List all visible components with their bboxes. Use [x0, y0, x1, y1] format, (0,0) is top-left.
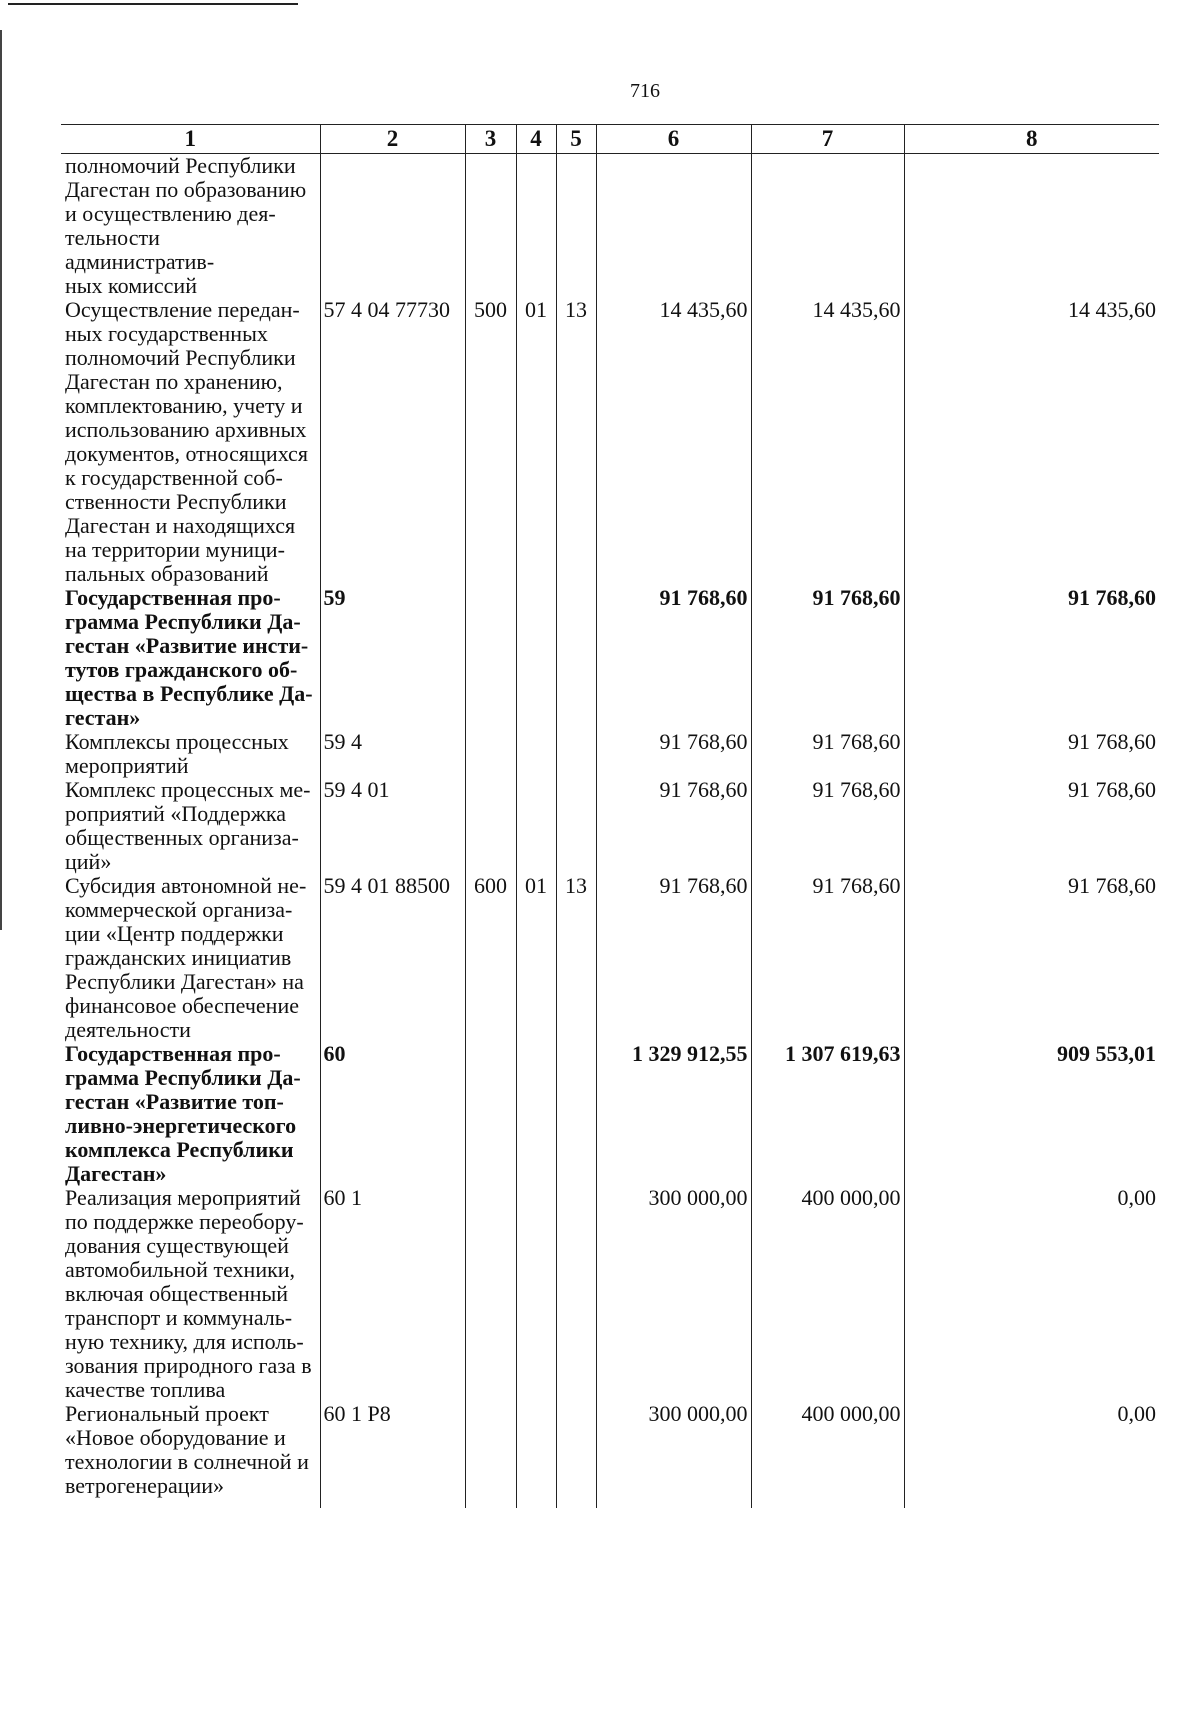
left-edge-rule [0, 30, 2, 930]
amount-col8-cell: 91 768,60 [904, 778, 1159, 874]
section-cell: 01 [516, 874, 556, 1042]
name-cell: Государственная про- грамма Республики Да- гестан «Развитие топ- ливно-энергетического комплекса Республики Дагестан» [65, 1041, 301, 1186]
col-header-4: 4 [516, 125, 556, 154]
table-body [61, 154, 1159, 1509]
col-header-7: 7 [751, 125, 904, 154]
page-number: 716 [630, 80, 660, 102]
code-cell: 59 [320, 586, 465, 730]
expense-type-cell [465, 1402, 516, 1508]
amount-col7-cell: 1 307 619,63 [751, 1042, 904, 1186]
amount-col8-cell: 91 768,60 [904, 730, 1159, 778]
amount-col8-cell: 14 435,60 [904, 298, 1159, 586]
section-cell [516, 586, 556, 730]
section-cell [516, 730, 556, 778]
expense-type-cell: 500 [465, 298, 516, 586]
top-rule [8, 3, 298, 5]
section-cell [516, 1402, 556, 1508]
subsection-cell [556, 1186, 596, 1402]
amount-col7-cell: 91 768,60 [751, 874, 904, 1042]
section-cell [516, 778, 556, 874]
expense-type-cell [465, 730, 516, 778]
code-cell: 60 1 P8 [320, 1402, 465, 1508]
amount-col7-cell: 91 768,60 [751, 778, 904, 874]
amount-col6-cell: 91 768,60 [596, 586, 751, 730]
amount-col7-cell: 91 768,60 [751, 586, 904, 730]
name-cell: Субсидия автономной не- коммерческой организа- ции «Центр поддержки гражданских инициатив Республики Дагестан» на финансовое обеспечение деятельности [65, 873, 307, 1042]
table-row [61, 586, 1159, 730]
amount-col8-cell: 0,00 [904, 1402, 1159, 1508]
expense-type-cell [465, 586, 516, 730]
col-header-6: 6 [596, 125, 751, 154]
subsection-cell [556, 586, 596, 730]
amount-col8-cell: 91 768,60 [904, 586, 1159, 730]
subsection-cell [556, 778, 596, 874]
table-row [61, 874, 1159, 1042]
amount-col6-cell: 300 000,00 [596, 1402, 751, 1508]
amount-col7-cell [751, 154, 904, 299]
table-row [61, 1042, 1159, 1186]
col-header-2: 2 [320, 125, 465, 154]
table-row [61, 298, 1159, 586]
code-cell: 60 [320, 1042, 465, 1186]
col-header-8: 8 [904, 125, 1159, 154]
amount-col6-cell [596, 154, 751, 299]
subsection-cell [556, 730, 596, 778]
expense-type-cell [465, 1186, 516, 1402]
name-cell: Государственная про- грамма Республики Да- гестан «Развитие инсти- тутов гражданского об- щества в Республике Да- гестан» [65, 585, 313, 730]
amount-col7-cell: 91 768,60 [751, 730, 904, 778]
amount-col6-cell: 300 000,00 [596, 1186, 751, 1402]
col-header-1: 1 [61, 125, 320, 154]
amount-col6-cell: 91 768,60 [596, 730, 751, 778]
amount-col6-cell: 91 768,60 [596, 778, 751, 874]
code-cell: 59 4 01 [320, 778, 465, 874]
expense-type-cell [465, 1042, 516, 1186]
expense-type-cell [465, 154, 516, 299]
col-header-3: 3 [465, 125, 516, 154]
section-cell: 01 [516, 298, 556, 586]
table-row [61, 154, 1159, 299]
table-row [61, 1402, 1159, 1508]
amount-col8-cell: 91 768,60 [904, 874, 1159, 1042]
code-cell [320, 154, 465, 299]
subsection-cell [556, 154, 596, 299]
budget-table [61, 124, 1159, 1508]
amount-col6-cell: 1 329 912,55 [596, 1042, 751, 1186]
amount-col7-cell: 400 000,00 [751, 1186, 904, 1402]
section-cell [516, 1186, 556, 1402]
name-cell: Комплекс процессных ме- роприятий «Поддержка общественных организа- ций» [65, 777, 311, 874]
name-cell: Осуществление передан- ных государственных полномочий Республики Дагестан по хранению, комплектованию, учету и использованию архивных документов, относящихся к государственной соб- ственности Республики Дагестан и находящихся на территории муници- пальных образований [65, 297, 308, 586]
table-row [61, 730, 1159, 778]
name-cell: Комплексы процессных мероприятий [65, 729, 289, 778]
amount-col6-cell: 91 768,60 [596, 874, 751, 1042]
amount-col8-cell: 0,00 [904, 1186, 1159, 1402]
amount-col8-cell [904, 154, 1159, 299]
code-cell: 57 4 04 77730 [320, 298, 465, 586]
amount-col7-cell: 400 000,00 [751, 1402, 904, 1508]
subsection-cell [556, 1042, 596, 1186]
expense-type-cell: 600 [465, 874, 516, 1042]
name-cell: Реализация мероприятий по поддержке переобору- дования существующей автомобильной техники, включая общественный транспорт и коммуналь- ную технику, для исполь- зования природного газа в качестве топлива [65, 1185, 312, 1402]
code-cell: 59 4 [320, 730, 465, 778]
name-cell: Региональный проект «Новое оборудование и технологии в солнечной и ветрогенерации» [65, 1401, 309, 1498]
subsection-cell [556, 1402, 596, 1508]
expense-type-cell [465, 778, 516, 874]
code-cell: 59 4 01 88500 [320, 874, 465, 1042]
col-header-5: 5 [556, 125, 596, 154]
amount-col6-cell: 14 435,60 [596, 298, 751, 586]
section-cell [516, 1042, 556, 1186]
amount-col8-cell: 909 553,01 [904, 1042, 1159, 1186]
subsection-cell: 13 [556, 874, 596, 1042]
name-cell: полномочий Республики Дагестан по образованию и осуществлению дея- тельности административ- ных комиссий [65, 153, 307, 298]
table-header-row [61, 125, 1159, 154]
subsection-cell: 13 [556, 298, 596, 586]
table-row [61, 778, 1159, 874]
section-cell [516, 154, 556, 299]
amount-col7-cell: 14 435,60 [751, 298, 904, 586]
table-row [61, 1186, 1159, 1402]
code-cell: 60 1 [320, 1186, 465, 1402]
